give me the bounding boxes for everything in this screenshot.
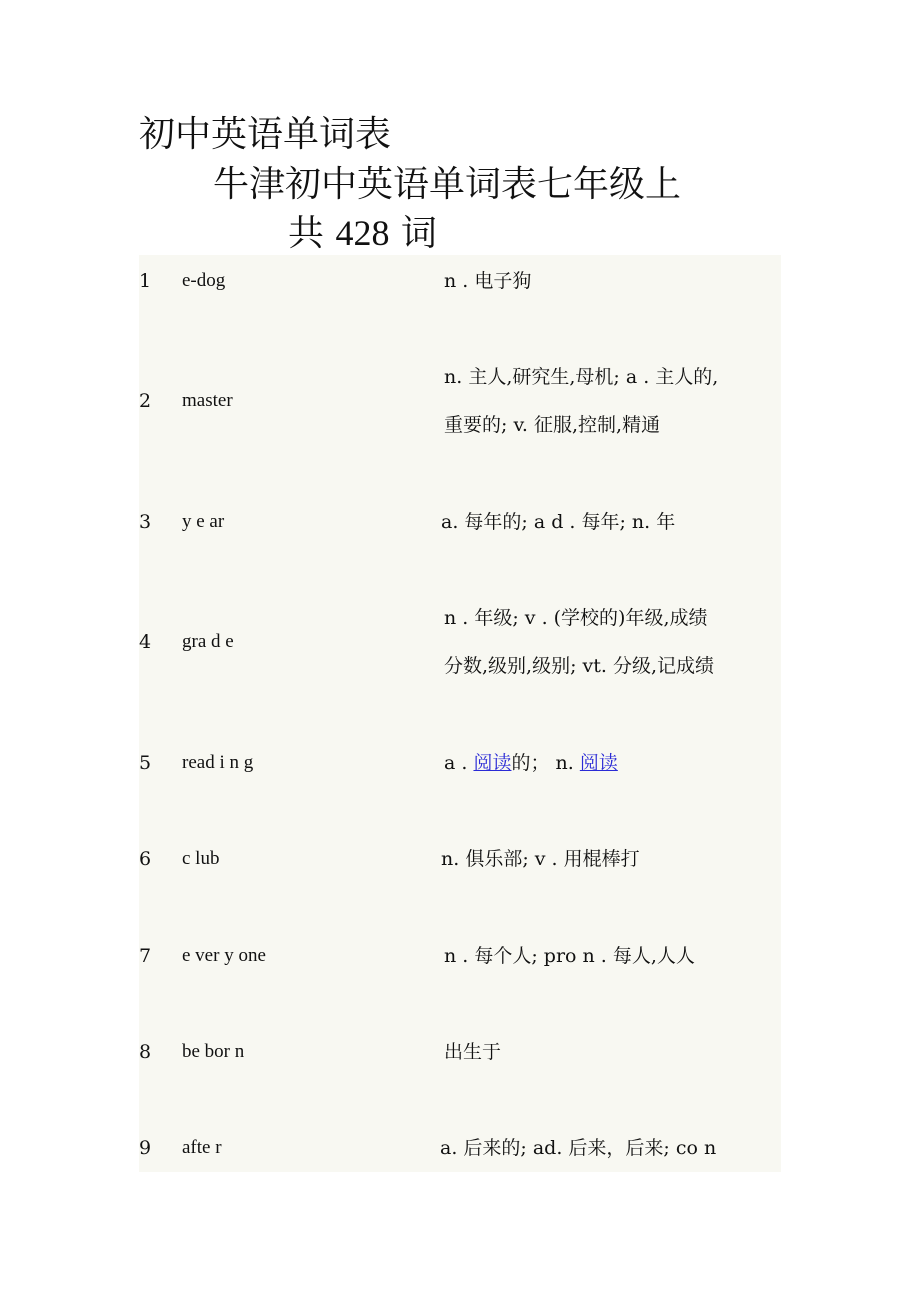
row-word: master — [182, 390, 233, 411]
word-count-prefix: 共 — [288, 213, 325, 253]
reading-noun-link[interactable]: 阅读 — [579, 752, 618, 774]
row-number: 9 — [139, 1137, 152, 1159]
row-definition: a. 每年的; a d . 每年; n. 年 — [441, 511, 676, 533]
row-definition: n . 每个人; pro n . 每人,人人 — [444, 945, 695, 967]
page-subtitle: 牛津初中英语单词表七年级上 — [213, 164, 682, 205]
row-number: 5 — [139, 752, 152, 774]
row-word: e-dog — [182, 270, 226, 291]
word-count-suffix: 词 — [400, 213, 437, 253]
word-count — [288, 210, 437, 257]
definition-prefix: a . — [444, 752, 474, 774]
row-word: be bor n — [182, 1041, 245, 1062]
row-word: afte r — [182, 1137, 222, 1158]
row-definition — [444, 751, 618, 775]
page-title: 初中英语单词表 — [139, 114, 392, 155]
reading-link[interactable]: 阅读 — [473, 752, 512, 774]
row-word: e ver y one — [182, 945, 266, 966]
row-definition: n . 电子狗 — [444, 270, 532, 292]
row-definition-line1: n. 主人,研究生,母机; a . 主人的, — [444, 366, 719, 388]
vocabulary-table — [139, 255, 781, 1172]
row-word: read i n g — [182, 752, 254, 773]
row-number: 1 — [139, 270, 152, 292]
row-word: gra d e — [182, 631, 234, 652]
row-definition: 出生于 — [444, 1041, 502, 1063]
row-word: c lub — [182, 848, 220, 869]
row-number: 4 — [139, 631, 152, 653]
row-word: y e ar — [182, 511, 225, 532]
word-count-number: 428 — [335, 213, 390, 253]
row-number: 7 — [139, 945, 152, 967]
row-definition-line2: 重要的; v. 征服,控制,精通 — [444, 414, 661, 436]
row-number: 6 — [139, 848, 152, 870]
row-definition-line1: n . 年级; v . (学校的)年级,成绩 — [444, 607, 708, 629]
row-definition: a. 后来的; ad. 后来，后来; co n — [440, 1137, 717, 1159]
row-definition-line2: 分数,级别,级别; vt. 分级,记成绩 — [444, 655, 715, 677]
row-definition: n. 俱乐部; v . 用棍棒打 — [441, 848, 640, 870]
definition-middle: 的； n. — [511, 752, 580, 774]
row-number: 3 — [139, 511, 152, 533]
row-number: 2 — [139, 390, 152, 412]
row-number: 8 — [139, 1041, 152, 1063]
